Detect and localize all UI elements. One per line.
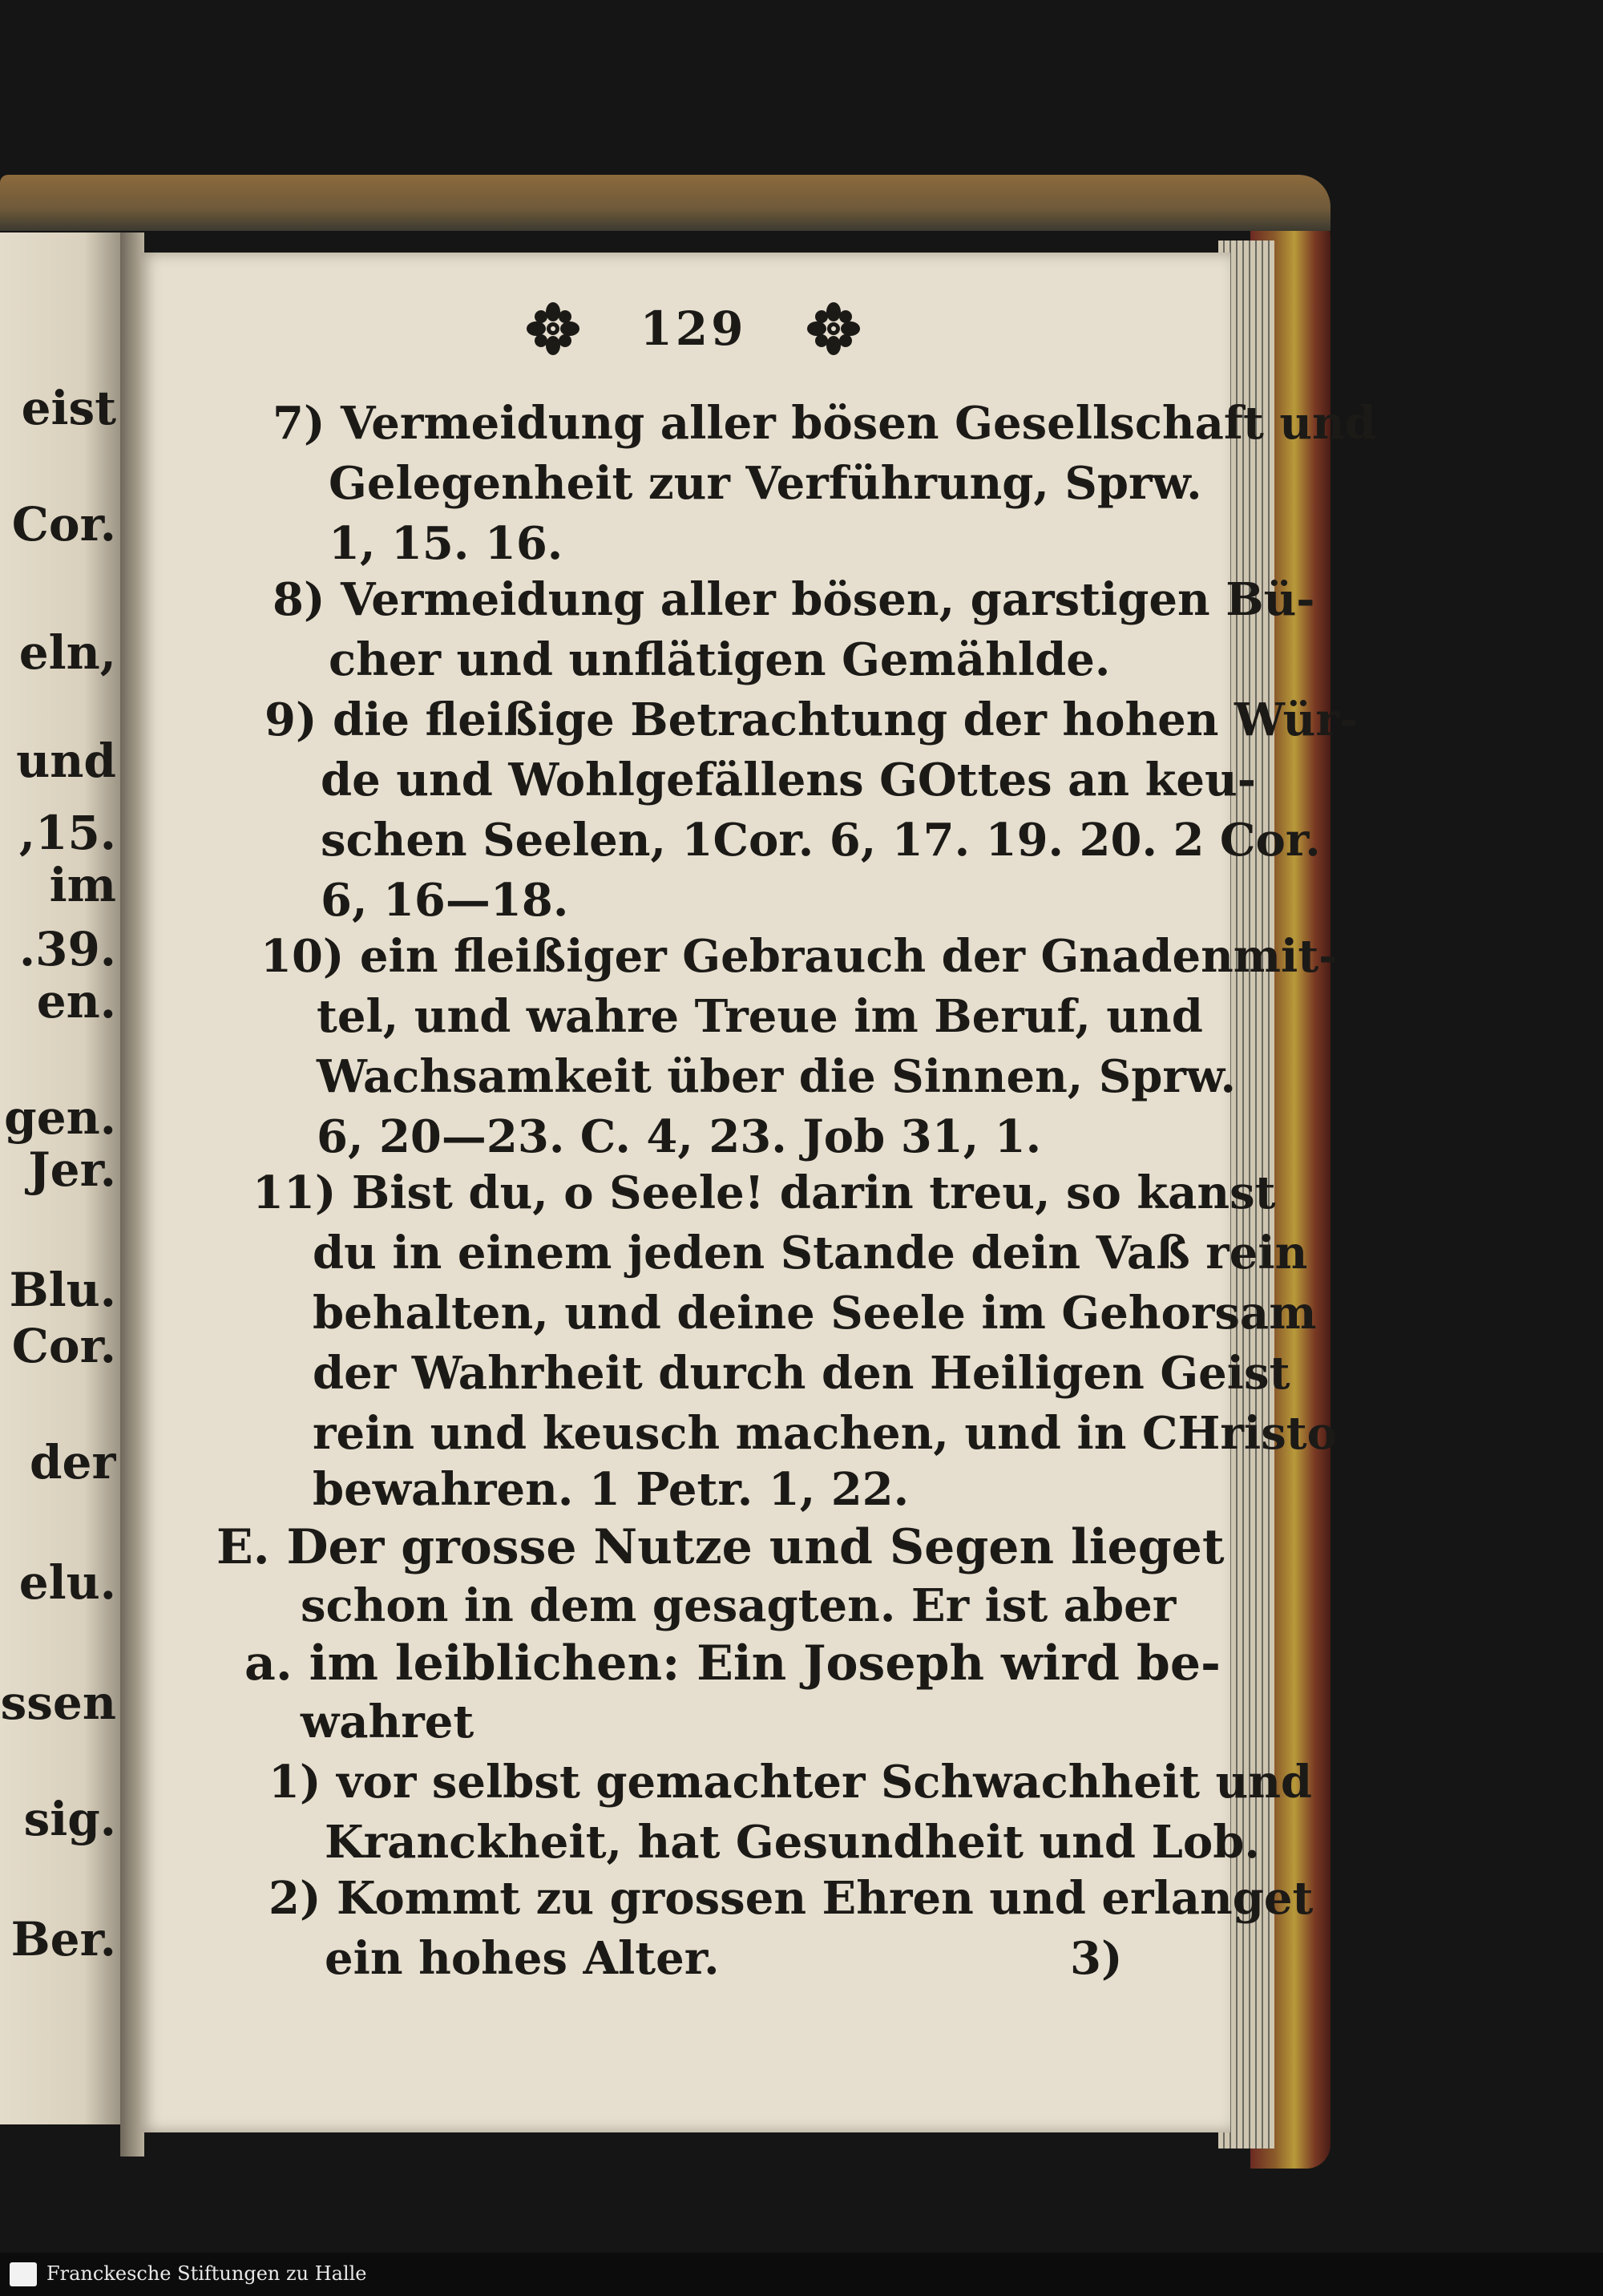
text-line: bewahren. 1 Petr. 1, 22.	[313, 1463, 910, 1516]
text-line: 7) Vermeidung aller bösen Gesellschaft und	[273, 397, 1376, 450]
text-line: Wachsamkeit über die Sinnen, Sprw.	[317, 1050, 1236, 1103]
text-line: a. im leiblichen: Ein Joseph wird be-	[244, 1635, 1221, 1692]
text-line: 11) Bist du, o Seele! darin treu, so kanst	[252, 1166, 1276, 1219]
text-line: Gelegenheit zur Verführung, Sprw.	[329, 457, 1202, 510]
rosette-ornament-icon	[525, 301, 581, 357]
text-line: 6, 20—23. C. 4, 23. Job 31, 1.	[317, 1110, 1042, 1163]
text-line: 8) Vermeidung aller bösen, garstigen Bü-	[273, 573, 1315, 626]
text-line: 6, 16—18.	[321, 874, 569, 927]
text-line: tel, und wahre Treue im Beruf, und	[317, 990, 1203, 1043]
text-line: wahret	[301, 1696, 474, 1748]
text-line: rein und keusch machen, und in CHristo	[313, 1407, 1337, 1460]
text-line: 1) vor selbst gemachter Schwachheit und	[269, 1756, 1313, 1809]
text-line: ein hohes Alter.	[325, 1932, 720, 1985]
left-fragment: ,15.	[18, 806, 116, 860]
institution-logo-icon	[10, 2262, 37, 2286]
text-line: cher und unflätigen Gemählde.	[329, 633, 1111, 686]
left-fragment: und	[16, 734, 116, 788]
text-line: Kranckheit, hat Gesundheit und Lob.	[325, 1816, 1260, 1869]
text-line: schen Seelen, 1Cor. 6, 17. 19. 20. 2 Cor.	[321, 814, 1321, 867]
text-line: 9) die fleißige Betrachtung der hohen Wür-	[264, 693, 1359, 746]
left-fragment: Jer.	[28, 1142, 116, 1197]
left-fragment: Cor.	[11, 497, 116, 552]
book-top-edge	[0, 175, 1330, 231]
left-fragment: en.	[36, 974, 116, 1029]
left-fragment: elu.	[18, 1555, 116, 1610]
text-line: 1, 15. 16.	[329, 517, 563, 570]
text-line: 2) Kommt zu grossen Ehren und erlanget	[269, 1872, 1314, 1925]
text-line: behalten, und deine Seele im Gehorsam	[313, 1287, 1317, 1340]
text-line: de und Wohlgefällens GOttes an keu-	[321, 754, 1256, 806]
left-fragment: im	[49, 858, 116, 912]
left-fragment: ssen	[0, 1676, 116, 1730]
text-line: E. Der grosse Nutze und Segen lieget	[216, 1519, 1225, 1575]
text-line: du in einem jeden Stande dein Vaß rein	[313, 1227, 1308, 1279]
page-header	[525, 293, 862, 365]
left-fragment: Cor.	[11, 1319, 116, 1373]
text-line: 10) ein fleißiger Gebrauch der Gnadenmit-	[260, 930, 1338, 983]
rosette-ornament-icon	[806, 301, 862, 357]
left-fragment: .39.	[18, 922, 116, 976]
text-line: der Wahrheit durch den Heiligen Geist	[313, 1347, 1290, 1400]
left-fragment: eist	[21, 381, 116, 435]
left-fragment: sig.	[23, 1792, 116, 1846]
page-number: 129	[640, 301, 747, 356]
left-fragment: Ber.	[10, 1912, 116, 1967]
left-fragment: gen.	[4, 1090, 116, 1145]
left-fragment: Blu.	[9, 1263, 116, 1317]
text-line: schon in dem gesagten. Er ist aber	[301, 1579, 1177, 1632]
left-fragment: eln,	[18, 625, 116, 680]
left-fragment: der	[29, 1435, 116, 1490]
catchword: 3)	[1070, 1932, 1123, 1985]
footer-caption: Franckesche Stiftungen zu Halle	[46, 2262, 367, 2285]
